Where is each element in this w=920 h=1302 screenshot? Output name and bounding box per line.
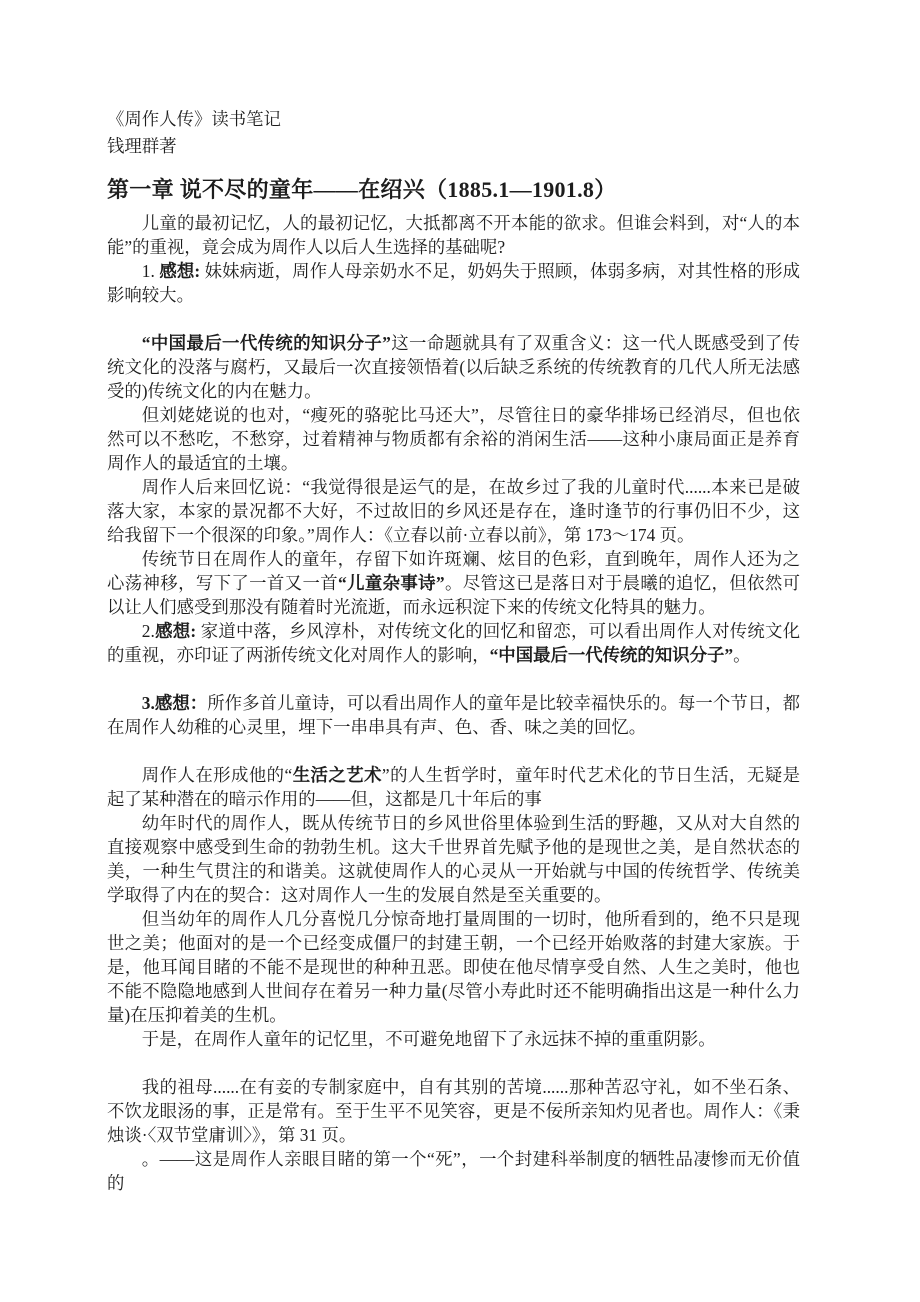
text-run: 妹妹病逝，周作人母亲奶水不足，奶妈失于照顾，体弱多病，对其性格的形成影响较大。 — [107, 261, 800, 305]
text-run-bold: 生活之艺术 — [292, 765, 382, 785]
paragraph — [107, 259, 800, 307]
text-run: 传统节日在周作人的童年，存留下如许斑斓、炫目的色彩，直到晚年，周作人还为之心荡神移，写下了一首又一首 — [107, 549, 800, 593]
paragraph — [107, 619, 800, 667]
doc-title: 《周作人传》读书笔记 — [107, 109, 281, 129]
paragraph — [107, 211, 800, 259]
text-run-bold: 感想: — [154, 621, 197, 641]
paragraph — [107, 763, 800, 811]
paragraph — [107, 331, 800, 403]
chapter-heading: 第一章 说不尽的童年——在绍兴（1885.1—1901.8） — [107, 177, 617, 202]
text-run: 我的祖母......在有妾的专制家庭中，自有其别的苦境......那种苦忍守礼，如不坐石条、不饮龙眼汤的事，正是常有。至于生平不见笑容，更是不佞所亲知灼见者也。周作人：《秉烛谈·〈双节堂庸训〉》，第 31 页。 — [107, 1077, 800, 1145]
paragraph — [107, 1027, 800, 1051]
paragraph — [107, 1147, 800, 1195]
text-run: 周作人后来回忆说：“我觉得很是运气的是，在故乡过了我的儿童时代......本来已是破落大家，本家的景况都不大好，不过故旧的乡风还是存在，逢时逢节的行事仍旧不少，这给我留下一个很深的印象。”周作人：《立春以前·立春以前》，第 173～174 页。 — [107, 477, 800, 545]
blank-line — [107, 307, 800, 331]
text-run: 所作多首儿童诗，可以看出周作人的童年是比较幸福快乐的。每一个节日，都在周作人幼稚的心灵里，埋下一串串具有声、色、香、味之美的回忆。 — [107, 693, 800, 737]
text-run: 幼年时代的周作人，既从传统节日的乡风世俗里体验到生活的野趣，又从对大自然的直接观察中感受到生命的勃勃生机。这大千世界首先赋予他的是现世之美，是自然状态的美，一种生气贯注的和谐美。这就使周作人的心灵从一开始就与中国的传统哲学、传统美学取得了内在的契合：这对周作人一生的发展自然是至关重要的。 — [107, 813, 800, 905]
paragraph — [107, 1075, 800, 1147]
paragraph — [107, 547, 800, 619]
text-run-bold: 感想: — [159, 261, 201, 281]
text-run: 2. — [141, 621, 155, 641]
blank-line — [107, 1051, 800, 1075]
text-run-bold: 3.感想： — [141, 693, 208, 713]
blank-line — [107, 739, 800, 763]
paragraph — [107, 475, 800, 547]
paragraph — [107, 907, 800, 1027]
text-run: 。尽管这已是落日对于晨曦的追忆，但依然可以让人们感受到那没有随着时光流逝，而永远积淀下来的传统文化特具的魅力。 — [107, 573, 800, 617]
text-run: 家道中落，乡风淳朴，对传统文化的回忆和留恋，可以看出周作人对传统文化的重视，亦印证了两浙传统文化对周作人的影响， — [107, 621, 801, 665]
text-run: ”的人生哲学时，童年时代艺术化的节日生活，无疑是起了某种潜在的暗示作用的——但，这都是几十年后的事 — [107, 765, 800, 809]
blank-line — [107, 667, 800, 691]
text-run-bold: “儿童杂事诗” — [338, 573, 445, 593]
doc-author: 钱理群著 — [107, 136, 177, 156]
text-run: 这一命题就具有了双重含义：这一代人既感受到了传统文化的没落与腐朽，又最后一次直接领悟着(以后缺乏系统的传统教育的几代人所无法感受的)传统文化的内在魅力。 — [107, 333, 800, 401]
text-run: 但当幼年的周作人几分喜悦几分惊奇地打量周围的一切时，他所看到的，绝不只是现世之美；他面对的是一个已经变成僵尸的封建王朝，一个已经开始败落的封建大家族。于是，他耳闻目睹的不能不是现世的种种丑恶。即使在他尽情享受自然、人生之美时，他也不能不隐隐地感到人世间存在着另一种力量(尽管小寿此时还不能明确指出这是一种什么力量)在压抑着美的生机。 — [107, 909, 800, 1025]
paragraphs-container — [107, 211, 800, 1195]
text-run-bold: “中国最后一代传统的知识分子” — [141, 333, 391, 353]
text-run: 周作人在形成他的“ — [141, 765, 293, 785]
text-run: 1. — [141, 261, 160, 281]
text-run: 于是，在周作人童年的记忆里，不可避免地留下了永远抹不掉的重重阴影。 — [141, 1029, 716, 1049]
paragraph — [107, 811, 800, 907]
text-run-bold: “中国最后一代传统的知识分子” — [489, 645, 734, 665]
text-run: 儿童的最初记忆，人的最初记忆，大抵都离不开本能的欲求。但谁会料到，对“人的本能”的重视，竟会成为周作人以后人生选择的基础呢? — [107, 213, 800, 257]
text-run: 。——这是周作人亲眼目睹的第一个“死”，一个封建科举制度的牺牲品凄惨而无价值的 — [107, 1149, 800, 1193]
paragraph — [107, 691, 800, 739]
text-run: 但刘姥姥说的也对，“瘦死的骆驼比马还大”，尽管往日的豪华排场已经消尽，但也依然可以不愁吃，不愁穿，过着精神与物质都有余裕的消闲生活——这种小康局面正是养育周作人的最适宜的土壤。 — [107, 405, 800, 473]
text-run: 。 — [733, 645, 751, 665]
paragraph — [107, 403, 800, 475]
